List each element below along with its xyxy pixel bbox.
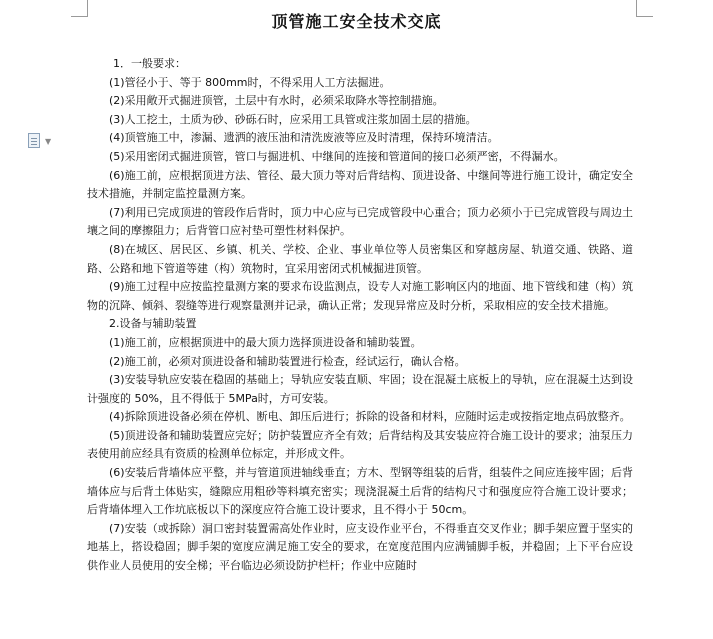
paragraph: (8)在城区、居民区、乡镇、机关、学校、企业、事业单位等人员密集区和穿越房屋、轨道交通、铁路、道路、公路和地下管道等建（构）筑物时，宜采用密闭式机械掘进顶管。 [87, 242, 633, 275]
paragraph: (2)采用敞开式掘进顶管，土层中有水时，必须采取降水等控制措施。 [109, 94, 444, 108]
paragraph: (5)采用密闭式掘进顶管，管口与掘进机、中继间的连接和管道间的接口必须严密，不得漏水。 [109, 149, 565, 163]
paragraph: (7)安装（或拆除）洞口密封装置需高处作业时，应支设作业平台，不得垂直交叉作业；脚手架应置于坚实的地基上，搭设稳固；脚手架的宽度应满足施工安全的要求，在宽度范围内应满铺脚手板，并稳固；上下平台应设供作业人员使用的安全梯；平台临边必须设防护栏杆；作业中应随时 [87, 521, 633, 573]
chevron-down-icon[interactable]: ▼ [45, 137, 52, 146]
paragraph: (6)安装后背墙体应平整，并与管道顶进轴线垂直；方木、型钢等组装的后背，组装件之间应连接牢固；后背墙体应与后背土体贴实，缝隙应用粗砂等料填充密实；现浇混凝土后背的结构尺寸和强度应符合施工设计要求；后背墙体埋入工作坑底板以下的深度应符合施工设计要求，且不得小于 50cm。 [87, 466, 633, 517]
paragraph: (5)顶进设备和辅助装置应完好；防护装置应齐全有效；后背结构及其安装应符合施工设计的要求；油泵压力表使用前应经具有资质的检测单位标定，并形成文件。 [87, 428, 633, 461]
page-title: 顶管施工安全技术交底 [271, 12, 442, 31]
paragraph: (3)人工挖土，土质为砂、砂砾石时，应采用工具管或注浆加固土层的措施。 [109, 112, 477, 126]
paragraph: 1．一般要求： [113, 57, 186, 70]
paragraph: (4)顶管施工中，渗漏、遗洒的液压油和清洗废液等应及时清理，保持环境清洁。 [109, 131, 499, 145]
paragraph: 2.设备与辅助装置 [109, 317, 197, 331]
paragraph: (1)管径小于、等于 800mm时，不得采用人工方法掘进。 [109, 75, 391, 89]
paragraph: (4)拆除顶进设备必须在停机、断电、卸压后进行；拆除的设备和材料，应随时运走或按指定地点码放整齐。 [109, 410, 631, 424]
paragraph: (9)施工过程中应按监控量测方案的要求布设监测点，设专人对施工影响区内的地面、地下管线和建（构）筑物的沉降、倾斜、裂缝等进行观察量测并记录，确认正常；发现异常应及时分析，采取相应的安全技术措施。 [87, 280, 633, 312]
paragraph: (6)施工前，应根据顶进方法、管径、最大顶力等对后背结构、顶进设备、中继间等进行施工设计，确定安全技术措施，并制定监控量测方案。 [87, 168, 633, 201]
paragraph: (1)施工前，应根据顶进中的最大顶力选择顶进设备和辅助装置。 [109, 335, 422, 349]
paragraph: (2)施工前，必须对顶进设备和辅助装置进行检查，经试运行，确认合格。 [109, 354, 466, 368]
paragraph: (7)利用已完成顶进的管段作后背时，顶力中心应与已完成管段中心重合；顶力必须小于已完成管段与周边土壤之间的摩擦阻力；后背管口应衬垫可塑性材料保护。 [87, 205, 633, 238]
document-body [87, 55, 633, 576]
paragraph: (3)安装导轨应安装在稳固的基础上；导轨应安装直顺、牢固；设在混凝土底板上的导轨，应在混凝土达到设计强度的 50%，且不得低于 5MPa时，方可安装。 [87, 373, 633, 405]
document-icon[interactable] [28, 133, 40, 148]
